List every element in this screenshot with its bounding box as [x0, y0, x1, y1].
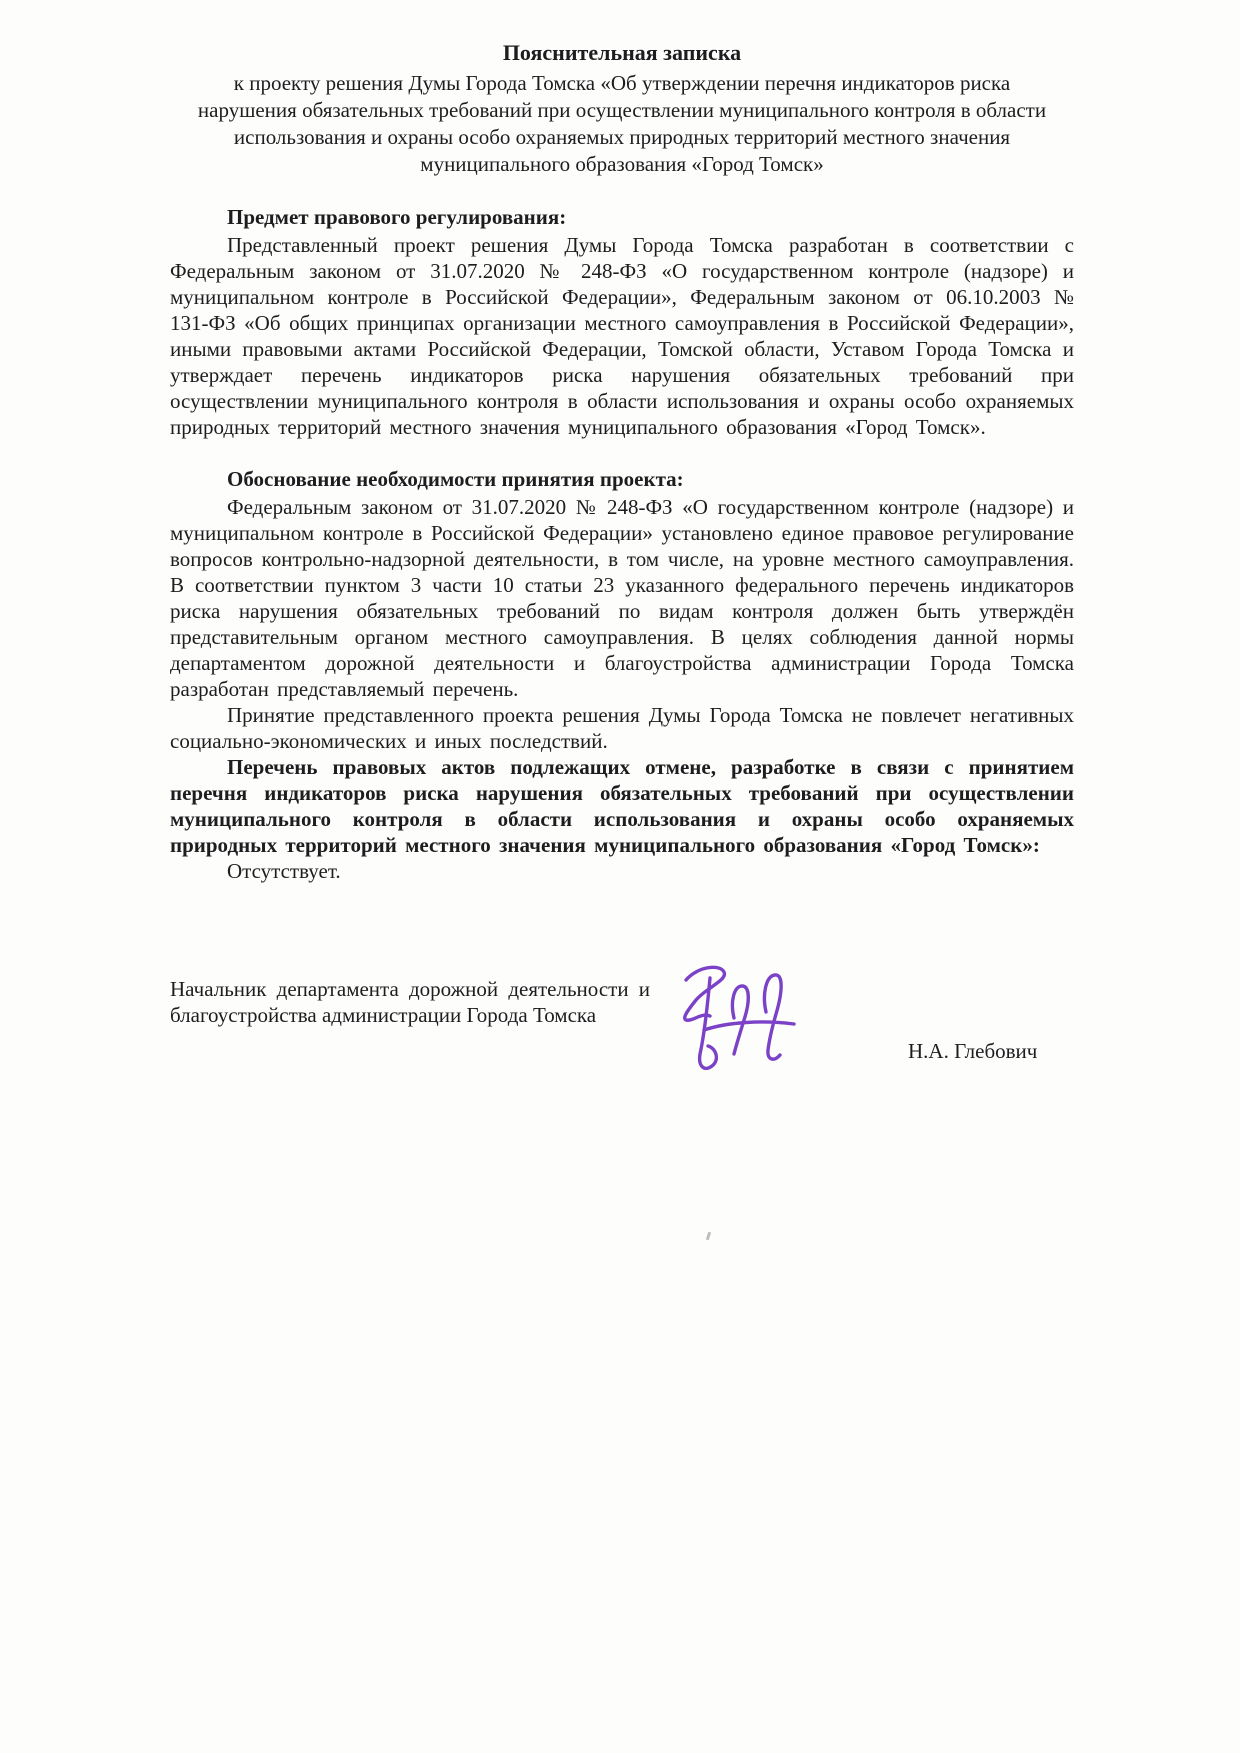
document-subtitle: к проекту решения Думы Города Томска «Об утверждении перечня индикаторов риска нарушения обязательных требований при осуществлении муниципального контроля в области использования и охраны особо охраняемых природных территорий местного значения муниципального образования «Город Томск»	[197, 71, 1047, 176]
document-title: Пояснительная записка	[502, 40, 742, 65]
section-heading-justification: Обоснование необходимости принятия проекта:	[227, 467, 684, 491]
paragraph-subject-body: Представленный проект решения Думы Города Томска разработан в соответствии с Федеральным законом от 31.07.2020 № 248-ФЗ «О государственном контроле (надзоре) и муниципальном контроле в Российской Федерации», Федеральным законом от 06.10.2003 № 131-ФЗ «Об общих принципах организации местного самоуправления в Российской Федерации», иными правовыми актами Российской Федерации, Томской области, Уставом Города Томска и утверждает перечень индикаторов риска нарушения обязательных требований при осуществлении муниципального контроля в области использования и охраны особо охраняемых природных территорий местного значения муниципального образования «Город Томск».	[170, 233, 1074, 439]
signature-ink	[685, 967, 794, 1068]
scan-speck-artifact	[706, 1232, 711, 1241]
signatory-name: Н.А. Глебович	[908, 1039, 1038, 1063]
signatory-position: Начальник департамента дорожной деятельности и благоустройства администрации Города Томска	[170, 977, 650, 1027]
handwritten-signature	[658, 958, 818, 1083]
paragraph-acts-to-repeal-answer: Отсутствует.	[227, 859, 341, 883]
section-heading-subject: Предмет правового регулирования:	[227, 205, 567, 229]
paragraph-justification-body-2: Принятие представленного проекта решения Думы Города Томска не повлечет негативных социально-экономических и иных последствий.	[170, 703, 1074, 753]
paragraph-acts-to-repeal-heading: Перечень правовых актов подлежащих отмене, разработке в связи с принятием перечня индикаторов риска нарушения обязательных требований при осуществлении муниципального контроля в области использования и охраны особо охраняемых природных территорий местного значения муниципального образования «Город Томск»:	[170, 755, 1074, 857]
paragraph-justification-body-1: Федеральным законом от 31.07.2020 № 248-ФЗ «О государственном контроле (надзоре) и муниципальном контроле в Российской Федерации» установлено единое правовое регулирование вопросов контрольно-надзорной деятельности, в том числе, на уровне местного самоуправления. В соответствии пунктом 3 части 10 статьи 23 указанного федерального перечень индикаторов риска нарушения обязательных требований по видам контроля должен быть утверждён представительным органом местного самоуправления. В целях соблюдения данной нормы департаментом дорожной деятельности и благоустройства администрации Города Томска разработан представляемый перечень.	[170, 495, 1074, 701]
signature-block	[170, 976, 1074, 1136]
